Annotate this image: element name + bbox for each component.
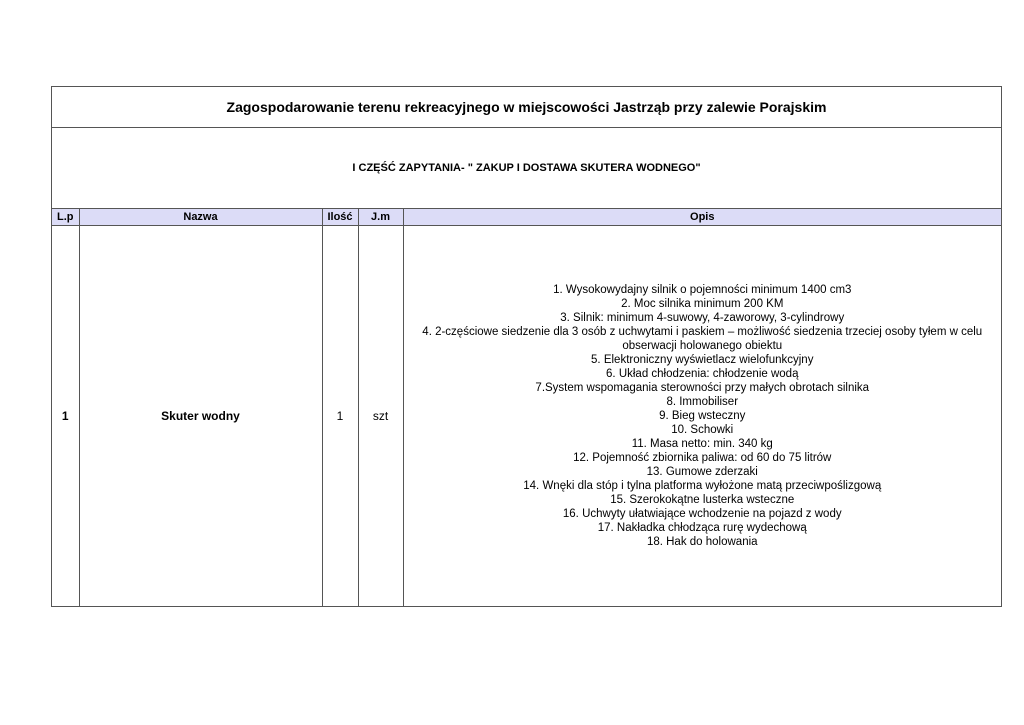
description-item: 17. Nakładka chłodząca rurę wydechową [597, 522, 807, 534]
description-item: 1. Wysokowydajny silnik o pojemności minimum 1400 cm3 [553, 284, 852, 296]
description-item: 16. Uchwyty ułatwiające wchodzenie na pojazd z wody [562, 508, 842, 520]
cell-name: Skuter wodny [79, 226, 322, 607]
description-item: 8. Immobiliser [666, 396, 739, 408]
description-item: 11. Masa netto: min. 340 kg [631, 438, 773, 450]
table-row [52, 226, 1001, 607]
header-lp: L.p [52, 209, 79, 226]
description-item: 7.System wspomagania sterowności przy małych obrotach silnika [535, 382, 870, 394]
description-item: 4. 2-częściowe siedzenie dla 3 osób z uchwytami i paskiem – możliwość siedzenia trzeciej osoby tyłem w celu obserwacji holowanego obiektu [422, 326, 983, 352]
header-desc: Opis [403, 209, 1001, 226]
header-unit: J.m [358, 209, 403, 226]
spec-table [52, 209, 1001, 606]
description-item: 6. Układ chłodzenia: chłodzenie wodą [606, 368, 799, 380]
description-item: 12. Pojemność zbiornika paliwa: od 60 do 75 litrów [573, 452, 832, 464]
description-item: 10. Schowki [671, 424, 734, 436]
header-qty: Ilość [322, 209, 358, 226]
description-item: 14. Wnęki dla stóp i tylna platforma wyłożone matą przeciwpoślizgową [523, 480, 882, 492]
document-sheet [51, 86, 1002, 607]
description-item: 9. Bieg wsteczny [659, 410, 746, 422]
cell-unit: szt [358, 226, 403, 607]
description-item: 2. Moc silnika minimum 200 KM [621, 298, 784, 310]
section-title: I CZĘŚĆ ZAPYTANIA- " ZAKUP I DOSTAWA SKUTERA WODNEGO" [52, 128, 1001, 209]
description-list [404, 283, 1002, 549]
document-title: Zagospodarowanie terenu rekreacyjnego w miejscowości Jastrząb przy zalewie Porajskim [52, 87, 1001, 128]
description-item: 5. Elektroniczny wyświetlacz wielofunkcyjny [591, 354, 814, 366]
table-header-row [52, 209, 1001, 226]
cell-lp: 1 [61, 409, 69, 423]
description-item: 15. Szerokokątne lusterka wsteczne [610, 494, 795, 506]
description-item: 3. Silnik: minimum 4-suwowy, 4-zaworowy, 3-cylindrowy [560, 312, 845, 324]
cell-qty: 1 [322, 226, 358, 607]
header-name: Nazwa [79, 209, 322, 226]
cell-desc [403, 226, 1001, 607]
description-item: 13. Gumowe zderzaki [646, 466, 758, 478]
description-item: 18. Hak do holowania [646, 536, 758, 548]
